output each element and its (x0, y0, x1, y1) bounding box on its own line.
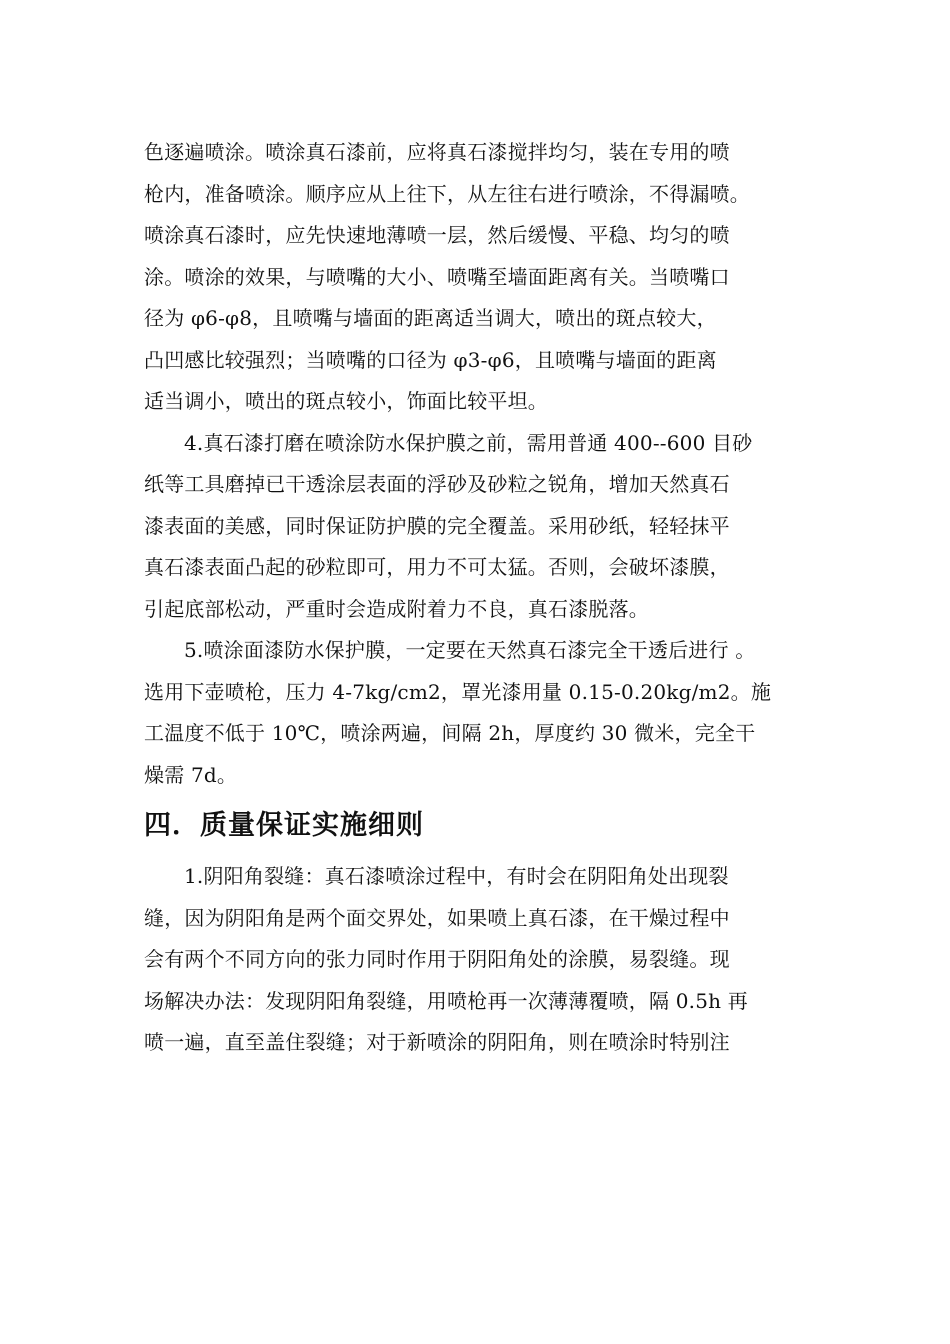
paragraph-item-4-sanding (144, 423, 816, 631)
text-line: 缝，因为阴阳角是两个面交界处，如果喷上真石漆，在干燥过程中 (144, 905, 730, 930)
document-body (144, 132, 816, 1064)
text-line: 工温度不低于 10℃，喷涂两遍，间隔 2h，厚度约 30 微米，完全干 (144, 721, 756, 745)
paragraph-item-5-topcoat (144, 630, 816, 796)
text-line: 4.真石漆打磨在喷涂防水保护膜之前，需用普通 400--600 目砂 (184, 430, 753, 455)
section-heading: 四．质量保证实施细则 (144, 810, 424, 841)
text-line: 径为 φ6-φ8，且喷嘴与墙面的距离适当调大，喷出的斑点较大， (144, 306, 717, 330)
text-line: 适当调小，喷出的斑点较小，饰面比较平坦。 (144, 389, 548, 413)
text-line: 色逐遍喷涂。喷涂真石漆前，应将真石漆搅拌均匀，装在专用的喷 (144, 140, 730, 164)
text-line: 引起底部松动，严重时会造成附着力不良，真石漆脱落。 (144, 596, 649, 621)
text-line: 喷一遍，直至盖住裂缝；对于新喷涂的阴阳角，则在喷涂时特别注 (144, 1030, 730, 1054)
text-line: 会有两个不同方向的张力同时作用于阴阳角处的涂膜，易裂缝。现 (144, 947, 730, 971)
text-line: 凸凹感比较强烈；当喷嘴的口径为 φ3-φ6，且喷嘴与墙面的距离 (144, 347, 717, 372)
text-line: 燥需 7d。 (144, 762, 238, 787)
text-line: 漆表面的美感，同时保证防护膜的完全覆盖。采用砂纸，轻轻抹平 (144, 513, 730, 538)
text-line: 真石漆表面凸起的砂粒即可，用力不可太猛。否则，会破坏漆膜， (144, 555, 730, 579)
text-line: 喷涂真石漆时，应先快速地薄喷一层，然后缓慢、平稳、均匀的喷 (144, 223, 730, 247)
text-line: 纸等工具磨掉已干透涂层表面的浮砂及砂粒之锐角，增加天然真石 (144, 472, 730, 496)
paragraph-item-1-corner-cracks (144, 856, 816, 1064)
text-line: 选用下壶喷枪，压力 4-7kg/cm2，罩光漆用量 0.15-0.20kg/m2。施 (144, 679, 772, 704)
text-line: 场解决办法：发现阴阳角裂缝，用喷枪再一次薄薄覆喷，隔 0.5h 再 (144, 988, 749, 1013)
text-line: 5.喷涂面漆防水保护膜，一定要在天然真石漆完全干透后进行 。 (184, 638, 756, 662)
paragraph-spraying-method (144, 132, 816, 423)
text-line: 涂。喷涂的效果，与喷嘴的大小、喷嘴至墙面距离有关。当喷嘴口 (144, 264, 730, 289)
text-line: 枪内，准备喷涂。顺序应从上往下，从左往右进行喷涂，不得漏喷。 (144, 181, 750, 206)
text-line: 1.阴阳角裂缝：真石漆喷涂过程中，有时会在阴阳角处出现裂 (184, 864, 729, 888)
